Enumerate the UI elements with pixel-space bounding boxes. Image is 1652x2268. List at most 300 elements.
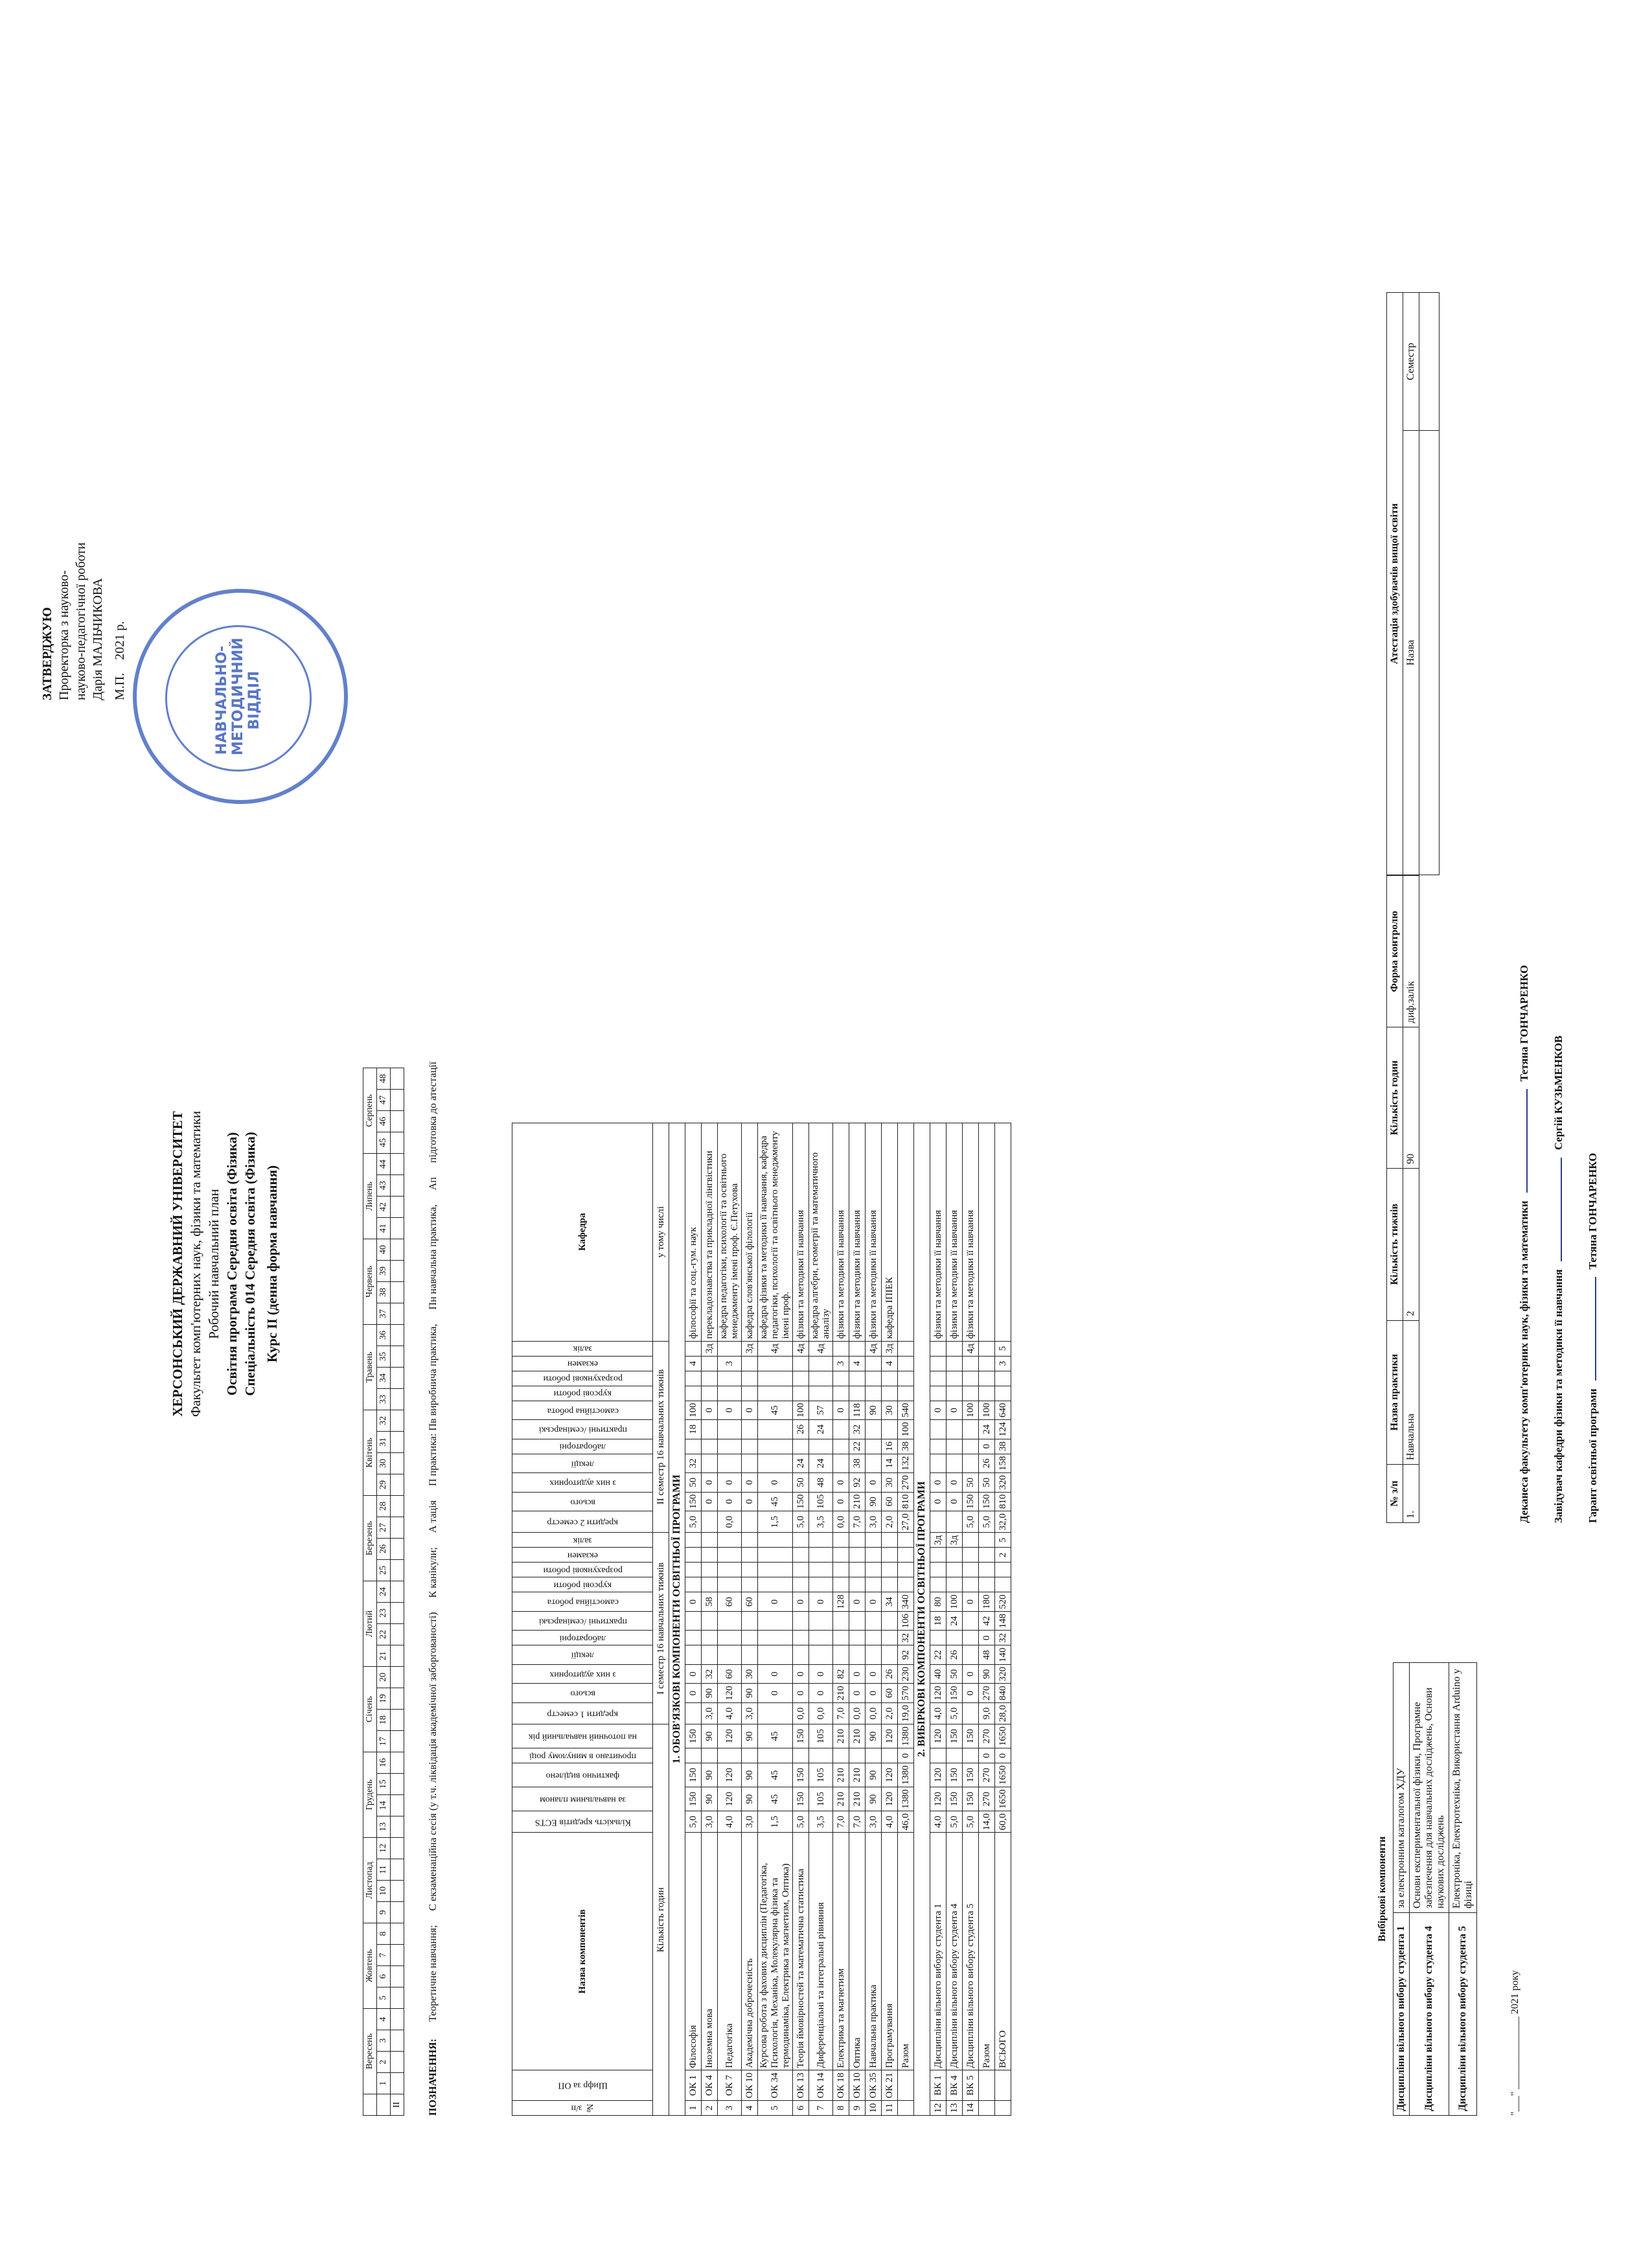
table-cell (833, 1420, 849, 1439)
table-cell: 150 (793, 1787, 809, 1811)
table-cell: 540 (898, 1401, 914, 1420)
calendar-cell (391, 1410, 404, 1432)
table-cell (685, 1563, 702, 1577)
calendar-week-number: 14 (377, 1795, 391, 1816)
calendar-week-number: 20 (377, 1667, 391, 1688)
practice-header: Кількість годин (1387, 1027, 1403, 1169)
table-cell (963, 1577, 979, 1592)
table-cell: ОК 18 (833, 2070, 849, 2101)
table-cell (898, 1386, 914, 1401)
approval-block (39, 363, 128, 700)
header-lab2: лабораторні (512, 1439, 653, 1454)
table-cell (946, 1386, 963, 1401)
table-cell (809, 1548, 833, 1563)
table-cell (758, 1577, 793, 1592)
table-cell (979, 1533, 995, 1548)
table-cell (882, 1548, 898, 1563)
table-cell: 24 (793, 1454, 809, 1473)
legend-items (428, 1062, 439, 2036)
table-cell: 18 (930, 1611, 946, 1631)
table-cell (742, 1356, 758, 1371)
table-cell: 1,5 (758, 1811, 793, 1833)
calendar-week-number: 1 (377, 2073, 391, 2094)
calendar-week-number: 38 (377, 1282, 391, 1303)
table-cell: 0 (793, 1592, 809, 1612)
table-cell: 90 (742, 1787, 758, 1811)
table-cell (963, 1356, 979, 1371)
table-cell: 150 (946, 1724, 963, 1748)
table-cell: 30 (742, 1664, 758, 1684)
attestation-empty2 (1419, 293, 1440, 431)
practice-header: Назва практики (1387, 1320, 1403, 1464)
calendar-week-number: 44 (377, 1154, 391, 1175)
calendar-week-number: 45 (377, 1132, 391, 1154)
table-cell: 210 (833, 1787, 849, 1811)
calendar-cell (391, 1966, 404, 1987)
table-cell (866, 1748, 882, 1763)
table-cell (702, 1748, 718, 1763)
header-aud2: з них аудиторних (512, 1473, 653, 1493)
table-cell: фізики та методики її навчання (930, 1123, 946, 1341)
table-cell: 4 (742, 2101, 758, 2116)
table-cell (866, 1577, 882, 1592)
elective-row (1394, 1663, 1410, 2116)
table-cell (898, 1341, 914, 1356)
table-cell (930, 1511, 946, 1533)
table-cell: 3,0 (702, 1811, 718, 1833)
table-cell: 3,0 (866, 1811, 882, 1833)
signature-line (1515, 616, 1531, 1523)
table-row (793, 1123, 809, 2115)
calendar-week-number: 40 (377, 1239, 391, 1261)
table-cell (882, 1420, 898, 1439)
table-cell: 0,0 (833, 1511, 849, 1533)
table-cell: 0 (946, 1473, 963, 1493)
table-cell (793, 1356, 809, 1371)
table-cell: 0 (809, 1684, 833, 1703)
calendar-course-label: II (391, 2094, 404, 2116)
table-cell: 210 (849, 1492, 866, 1511)
table-cell: 140 (995, 1645, 1011, 1665)
table-cell (930, 1356, 946, 1371)
table-cell: 0 (758, 1592, 793, 1612)
signature-name: Тетяна ГОНЧАРЕНКО (1587, 1152, 1599, 1270)
calendar-week-number: 30 (377, 1453, 391, 1474)
table-cell (718, 1371, 742, 1386)
table-cell (809, 1611, 833, 1631)
table-cell (866, 1548, 882, 1563)
table-cell (758, 1439, 793, 1454)
practice-row (1403, 876, 1419, 1523)
table-cell: 3,0 (866, 1511, 882, 1533)
calendar-cell (391, 1710, 404, 1731)
table-cell: 3 (833, 1356, 849, 1371)
section-mandatory-label: 1. ОБОВ'ЯЗКОВІ КОМПОНЕНТИ ОСВІТНЬОЇ ПРОГРАМИ (669, 1123, 685, 2115)
table-cell: 14 (963, 2101, 979, 2116)
elective-value: Основи експериментальної фізики, Програмне забезпечення для навчальних досліджень, Основи наукових досліджень (1410, 1663, 1449, 1913)
table-cell (685, 1386, 702, 1401)
table-cell (685, 1631, 702, 1645)
table-cell: 32 (995, 1631, 1011, 1645)
table-cell (946, 1577, 963, 1592)
table-cell: 0 (930, 1401, 946, 1420)
table-cell: 0 (866, 1592, 882, 1612)
table-cell: 210 (833, 1684, 849, 1703)
header-lect1: лекції (512, 1645, 653, 1665)
table-cell: фізики та методики її навчання (833, 1123, 849, 1341)
table-cell: 1380 (898, 1724, 914, 1748)
table-cell: 210 (849, 1787, 866, 1811)
table-cell (809, 1563, 833, 1577)
table-cell: фізики та методики її навчання (793, 1123, 809, 1341)
table-cell: 2,0 (882, 1702, 898, 1724)
table-body (669, 1123, 1011, 2115)
table-cell (979, 1563, 995, 1577)
table-cell (702, 1511, 718, 1533)
table-row (882, 1123, 898, 2115)
table-cell (866, 1371, 882, 1386)
legend-item: К канікули; (428, 1547, 439, 1598)
practice-cell: диф.залік (1403, 876, 1419, 1027)
table-cell: 32 (849, 1420, 866, 1439)
table-cell: 90 (866, 1401, 882, 1420)
table-cell: 270 (979, 1763, 995, 1787)
table-cell (930, 1748, 946, 1763)
table-row (809, 1123, 833, 2115)
calendar-cell (391, 1987, 404, 2009)
calendar-week-number: 39 (377, 1261, 391, 1282)
calendar-week-number: 34 (377, 1368, 391, 1389)
table-cell: 120 (930, 1724, 946, 1748)
table-cell (793, 1439, 809, 1454)
table-cell (685, 1577, 702, 1592)
table-cell: 1380 (898, 1787, 914, 1811)
calendar-month: Листопад (363, 1838, 377, 1923)
table-cell: 120 (930, 1684, 946, 1703)
attestation-empty (1419, 431, 1440, 875)
table-cell (930, 1386, 946, 1401)
table-cell (685, 1748, 702, 1763)
table-cell (898, 1548, 914, 1563)
calendar-month: Квітень (363, 1410, 377, 1496)
calendar-month: Серпень (363, 1068, 377, 1154)
calendar-cell (391, 2030, 404, 2052)
elective-label: Дисципліни вільного вибору студента 5 (1449, 1913, 1477, 2116)
legend-item: С екзаменаційна сесія (у т.ч. ліквідація академічної заборгованості) (428, 1612, 439, 1911)
table-cell (742, 1548, 758, 1563)
practice-header: № з/п (1387, 1464, 1403, 1522)
table-cell: 0 (702, 1473, 718, 1493)
header-total2: всього (512, 1492, 653, 1511)
table-cell: Навчальна практика (866, 1833, 882, 2070)
table-cell: 3,5 (809, 1811, 833, 1833)
table-row (963, 1123, 979, 2115)
sum-row-mandatory (898, 1123, 914, 2115)
calendar-cell (391, 1282, 404, 1303)
table-cell (718, 1548, 742, 1563)
table-cell: 0 (809, 1592, 833, 1612)
calendar-week-number: 15 (377, 1774, 391, 1795)
table-cell: 19,0 (898, 1702, 914, 1724)
table-cell: ОК 34 (758, 2070, 793, 2101)
table-cell: 0 (930, 1492, 946, 1511)
calendar-cell (391, 1517, 404, 1539)
table-cell: 5,0 (979, 1511, 995, 1533)
calendar-cell (391, 2052, 404, 2073)
table-cell (946, 1454, 963, 1473)
calendar-cell (391, 1923, 404, 1945)
calendar-week-number: 5 (377, 1987, 391, 2009)
header-plan: за навчальним планом (512, 1787, 653, 1811)
table-cell (866, 1611, 882, 1631)
table-cell (946, 1511, 963, 1533)
table-cell: 124 (995, 1420, 1011, 1439)
table-cell (963, 1386, 979, 1401)
table-cell (849, 1631, 866, 1645)
table-cell: 150 (963, 1724, 979, 1748)
table-cell: 0 (742, 1401, 758, 1420)
elective-row (1410, 1663, 1449, 2116)
table-cell: 0 (793, 1664, 809, 1684)
table-cell: 7,0 (849, 1811, 866, 1833)
table-cell: 150 (793, 1492, 809, 1511)
table-cell: 0 (685, 1592, 702, 1612)
hours-label: Кількість годин (653, 1724, 669, 2116)
table-cell: 150 (946, 1787, 963, 1811)
table-cell (702, 1645, 718, 1665)
table-cell: 148 (995, 1611, 1011, 1631)
table-cell: кафедра слов'янської філології (742, 1123, 758, 1341)
table-cell: 0 (979, 1631, 995, 1645)
table-cell (742, 1645, 758, 1665)
table-cell (898, 2070, 914, 2101)
table-cell: 3д (702, 1341, 718, 1356)
calendar-cell (391, 1667, 404, 1688)
table-cell (979, 1386, 995, 1401)
table-cell: 60 (718, 1592, 742, 1612)
table-cell: 4,0 (718, 1811, 742, 1833)
table-cell: 90 (979, 1664, 995, 1684)
table-cell: 82 (833, 1664, 849, 1684)
table-cell: 7,0 (849, 1511, 866, 1533)
table-cell: 105 (809, 1763, 833, 1787)
calendar-month: Лютий (363, 1581, 377, 1667)
table-cell: 0 (849, 1664, 866, 1684)
table-cell (930, 1454, 946, 1473)
table-cell: 0 (946, 1492, 963, 1511)
table-row (833, 1123, 849, 2115)
table-cell (718, 1533, 742, 1548)
legend-item: Теоретичне навчання; (428, 1925, 439, 2022)
table-cell (718, 1341, 742, 1356)
table-cell (898, 1123, 914, 1341)
table-cell (793, 1645, 809, 1665)
table-cell: 640 (995, 1401, 1011, 1420)
calendar-month: Березень (363, 1496, 377, 1581)
table-cell: 0 (758, 1664, 793, 1684)
table-cell (833, 1454, 849, 1473)
table-cell (685, 1702, 702, 1724)
table-cell (979, 1356, 995, 1371)
table-cell: 11 (882, 2101, 898, 2116)
table-cell: 180 (979, 1592, 995, 1612)
legend-item: П практика: Пв виробнича практика, (428, 1323, 439, 1487)
table-cell (963, 1420, 979, 1439)
table-cell (702, 1439, 718, 1454)
table-cell: 22 (930, 1645, 946, 1665)
table-cell: 0 (979, 1748, 995, 1763)
table-cell: 0 (833, 1492, 849, 1511)
table-cell: 0 (833, 1473, 849, 1493)
table-cell: 14 (882, 1454, 898, 1473)
table-cell: 32 (685, 1454, 702, 1473)
calendar-cell (391, 1303, 404, 1325)
table-cell: 105 (809, 1787, 833, 1811)
plan-title: Робочий навчальний план (206, 1189, 222, 1339)
table-cell: кафедра фізики та методики її навчання, кафедра педагогіки, психології та освітнього менеджменту імені проф. (758, 1123, 793, 1341)
header-num: № з/п (512, 2101, 653, 2116)
table-cell: 48 (979, 1645, 995, 1665)
table-cell: 28,0 (995, 1702, 1011, 1724)
table-cell (702, 1454, 718, 1473)
table-cell (898, 1563, 914, 1577)
table-cell (979, 2101, 995, 2116)
table-cell (946, 1420, 963, 1439)
signature-line (1549, 616, 1565, 1523)
header-course2: курсові роботи (512, 1386, 653, 1401)
calendar-cell (391, 1688, 404, 1710)
table-cell (898, 1577, 914, 1592)
table-cell: 7,0 (833, 1811, 849, 1833)
table-cell: 10 (866, 2101, 882, 2116)
table-cell: 24 (946, 1611, 963, 1631)
table-cell: 90 (702, 1684, 718, 1703)
table-cell (758, 1702, 793, 1724)
signature-line (1583, 616, 1600, 1523)
table-cell (963, 1548, 979, 1563)
table-cell: 0 (866, 1664, 882, 1684)
table-cell (742, 1748, 758, 1763)
elective-label: Дисципліни вільного вибору студента 1 (1394, 1913, 1410, 2116)
calendar-week-number: 35 (377, 1346, 391, 1368)
calendar-cell (391, 1774, 404, 1795)
table-cell: кафедра ІПІЕК (882, 1123, 898, 1341)
table-cell: 132 (898, 1454, 914, 1473)
calendar-month: Вересень (363, 2009, 377, 2094)
calendar-week-number: 27 (377, 1517, 391, 1539)
table-cell: 5,0 (963, 1511, 979, 1533)
header-ects: Кількість кредитів ECTS (512, 1811, 653, 1833)
practice-header: Форма контролю (1387, 876, 1403, 1027)
table-cell: 210 (833, 1724, 849, 1748)
table-cell (930, 1341, 946, 1356)
table-row (866, 1123, 882, 2115)
calendar-week-number: 46 (377, 1111, 391, 1132)
table-cell: 3д (930, 1533, 946, 1548)
table-cell (946, 1548, 963, 1563)
calendar-cell (391, 1474, 404, 1496)
table-cell (685, 1548, 702, 1563)
table-cell: 38 (849, 1454, 866, 1473)
table-cell (979, 1123, 995, 1341)
table-cell: 50 (793, 1473, 809, 1493)
table-cell: фізики та методики її навчання (946, 1123, 963, 1341)
table-cell (793, 1563, 809, 1577)
header-self1: самостійна робота (512, 1592, 653, 1612)
calendar-cell (391, 1496, 404, 1517)
attestation-table (1386, 292, 1440, 875)
stamp-text: НАВЧАЛЬНО-МЕТОДИЧНИЙ ВІДДІЛ (214, 637, 262, 755)
calendar-week-number: 24 (377, 1581, 391, 1603)
calendar-week-number: 31 (377, 1432, 391, 1453)
table-cell: 50 (979, 1473, 995, 1493)
table-cell (849, 1371, 866, 1386)
calendar-corner (363, 2094, 377, 2116)
table-cell: 120 (882, 1787, 898, 1811)
table-cell: 0 (849, 1592, 866, 1612)
table-cell (758, 1748, 793, 1763)
table-cell: Іноземна мова (702, 1833, 718, 2070)
header-course1: курсові роботи (512, 1577, 653, 1592)
table-cell (979, 1341, 995, 1356)
table-cell (963, 1533, 979, 1548)
header-current: на поточний навчальний рік (512, 1724, 653, 1748)
table-cell (963, 1631, 979, 1645)
calendar-cell (391, 1346, 404, 1368)
table-cell (866, 1563, 882, 1577)
table-cell: 45 (758, 1763, 793, 1787)
header-past: прочитано в минулому році (512, 1748, 653, 1763)
table-cell: 26 (979, 1454, 995, 1473)
calendar-weeks-row (377, 1068, 391, 2116)
table-cell: 90 (742, 1724, 758, 1748)
table-cell (758, 1631, 793, 1645)
table-cell (758, 1386, 793, 1401)
university-name: ХЕРСОНСЬКИЙ ДЕРЖАВНИЙ УНІВЕРСИТЕТ (170, 1111, 185, 1417)
table-cell: 150 (685, 1787, 702, 1811)
table-cell (833, 1577, 849, 1592)
table-cell: 26 (882, 1664, 898, 1684)
table-cell (849, 1645, 866, 1665)
table-cell: 100 (793, 1401, 809, 1420)
table-cell: 4д (793, 1341, 809, 1356)
table-cell: 150 (793, 1724, 809, 1748)
table-cell (995, 1563, 1011, 1577)
table-cell (946, 1439, 963, 1454)
calendar-week-number: 10 (377, 1881, 391, 1902)
table-cell (702, 1563, 718, 1577)
table-cell: 38 (898, 1439, 914, 1454)
calendar-week-number: 28 (377, 1496, 391, 1517)
table-row (849, 1123, 866, 2115)
table-cell: Програмування (882, 1833, 898, 2070)
table-cell (833, 1631, 849, 1645)
header-credits1: кредити 1 семестр (512, 1702, 653, 1724)
table-cell: 0 (702, 1492, 718, 1511)
speciality-name: Спеціальність 014 Середня освіта (Фізика) (242, 1132, 258, 1396)
calendar-week-number: 29 (377, 1474, 391, 1496)
table-cell: 5 (995, 1341, 1011, 1356)
calendar-week-number: 18 (377, 1710, 391, 1731)
table-cell: 3,0 (702, 1702, 718, 1724)
table-cell: 0 (946, 1401, 963, 1420)
calendar-cell (391, 1389, 404, 1410)
table-header-row (512, 1123, 653, 2115)
practice-table (1386, 875, 1419, 1523)
calendar-week-number: 21 (377, 1645, 391, 1667)
table-cell (702, 1386, 718, 1401)
table-cell: 0 (979, 1439, 995, 1454)
